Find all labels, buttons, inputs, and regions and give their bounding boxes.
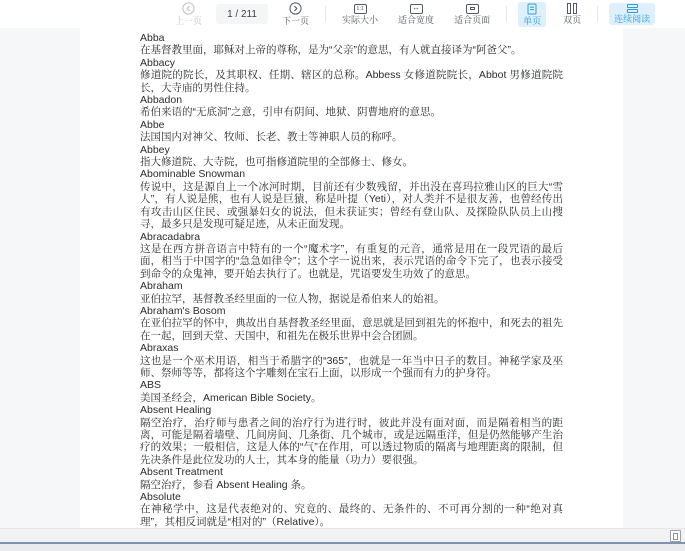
entry-term: ABS: [140, 379, 162, 392]
dictionary-entry: [140, 144, 563, 169]
entry-term: Abraham's Bosom: [140, 304, 226, 317]
document-scroll-area[interactable]: [0, 28, 685, 528]
double-page-button[interactable]: [558, 2, 586, 26]
prev-page-button[interactable]: [170, 1, 207, 27]
dictionary-entry: [140, 466, 563, 491]
actual-size-label: 实际大小: [342, 14, 379, 25]
dictionary-entry: [140, 342, 563, 379]
dictionary-entry: [140, 404, 563, 466]
prev-page-label: 上一页: [175, 16, 203, 26]
dictionary-entry: [140, 94, 563, 119]
entry-definition: 希伯来语的“无底洞”之意，引申有阴间、地狱、阴曹地府的意思。: [140, 106, 441, 119]
single-page-button[interactable]: [518, 2, 546, 27]
continuous-read-label: 连续阅读: [614, 14, 651, 24]
next-page-button[interactable]: [277, 1, 314, 27]
entry-definition: 这也是一个巫术用语，相当于希腊字的“365”，也就是一年当中日子的数目。神秘学家及巫师、祭师等等，都将这个字雕刻在宝石上面，以形成一个强而有力的护身符。: [140, 354, 563, 379]
page-indicator: 1 / 211: [227, 8, 257, 20]
dictionary-entry: [140, 280, 563, 305]
entry-term: Abominable Snowman: [140, 168, 246, 181]
entry-term: Absent Treatment: [140, 466, 223, 479]
entry-term: Abraxas: [140, 342, 179, 355]
fit-width-button[interactable]: [393, 3, 439, 26]
toolbar-separator: [325, 6, 326, 22]
dictionary-entry: [140, 57, 563, 94]
dictionary-entry: [140, 119, 563, 144]
fit-page-label: 适合页面: [454, 14, 491, 25]
dictionary-entry: [140, 32, 563, 57]
entry-term: Absent Healing: [140, 404, 212, 417]
entry-term: Abbadon: [140, 94, 183, 107]
entry-term: Abbey: [140, 143, 170, 156]
actual-size-button[interactable]: [337, 3, 383, 26]
next-page-label: 下一页: [282, 16, 310, 26]
single-page-label: 单页: [523, 15, 542, 26]
entry-term: Abraham: [140, 280, 183, 293]
fit-page-button[interactable]: [449, 3, 495, 26]
chevron-left-circle-icon: [182, 2, 195, 15]
dictionary-entries: [140, 32, 563, 528]
entry-definition: 亚伯拉罕，基督教圣经里面的一位人物，据说是希伯来人的始祖。: [140, 292, 445, 305]
entry-definition: 指大修道院、大寺院，也可指修道院里的全部修士、修女。: [140, 156, 413, 169]
toolbar-separator: [597, 6, 598, 22]
page-number-input[interactable]: [216, 4, 268, 24]
entry-definition: 法国国内对神父、牧师、长老、教士等神职人员的称呼。: [140, 131, 403, 144]
chevron-right-circle-icon: [289, 2, 302, 15]
fit-width-label: 适合宽度: [398, 14, 435, 25]
fit-page-icon: [466, 4, 479, 14]
actual-size-icon: 1:1: [354, 4, 367, 14]
entry-definition: 在基督教里面，耶稣对上帝的尊称，是为“父亲”的意思，有人就直接译为“阿爸父”。: [140, 44, 522, 57]
continuous-read-button[interactable]: [609, 3, 655, 25]
dictionary-entry: [140, 491, 563, 528]
pdf-page: [80, 28, 623, 528]
entry-term: Absolute: [140, 491, 181, 504]
double-page-label: 双页: [563, 15, 582, 25]
entry-term: Abbacy: [140, 56, 176, 69]
entry-definition: 隔空治疗，治疗师与患者之间的治疗行为进行时，彼此并没有面对面，而是隔着相当的距离，可能是隔着墙壁、几间房间、几条街、几个城市，或是远隔重洋，但是仍然能够产生治疗的效果；一般相信，这是人体的“气”在作用，可以透过物质的隔离与地理距离的限制，但先决条件是此位发功的人士，其本身的能量（功力）要很强。: [140, 416, 563, 466]
dictionary-entry: [140, 379, 563, 404]
toolbar-separator: [506, 6, 507, 22]
entry-term: Abba: [140, 32, 165, 44]
horizontal-scrollbar[interactable]: [0, 528, 685, 544]
dictionary-entry: [140, 305, 563, 342]
dictionary-entry: [140, 231, 563, 281]
entry-definition: 在亚伯拉罕的怀中，典故出自基督教圣经里面，意思就是回到祖先的怀抱中，和死去的祖先在一起，回到天堂、天国中，和祖先在极乐世界中会合团圆。: [140, 317, 563, 342]
entry-definition: 修道院的院长，及其职权、任期、辖区的总称。Abbess 女修道院院长，Abbot 男修道院院长，大寺庙的男性住持。: [140, 69, 563, 94]
continuous-read-icon: [627, 4, 638, 13]
single-page-icon: [526, 3, 538, 15]
entry-definition: 美国圣经会，American Bible Society。: [140, 391, 322, 404]
dictionary-entry: [140, 168, 563, 230]
entry-definition: 传说中，这是源自上一个冰河时期，目前还有少数残留，并出没在喜玛拉雅山区的巨大“雪人”，有人说是熊，也有人说是巨猿，称是叶提（Yeti），对人类并不是很友善，也曾经传出有攻击山区住民、或强暴妇女的说法，但未获证实；曾经有登山队、及探险队队员上山搜寻，最多只是发现可疑足迹，从未正面发现。: [140, 180, 563, 231]
entry-definition: 隔空治疗，参看 Absent Healing 条。: [140, 478, 312, 491]
entry-definition: 这是在西方拼音语言中特有的一个“魔术字”，有重复的元音，通常是用在一段咒语的最后面，相当于中国字的“急急如律令”；这个字一说出来，表示咒语的命令下完了，也表示接受到命令的众鬼神，要开始去执行了。也就是，咒语要发生功效了的意思。: [140, 242, 563, 280]
fit-width-icon: ↔: [410, 4, 423, 14]
double-page-icon: [567, 3, 577, 14]
toolbar: [0, 0, 685, 28]
page-thumbnail-icon[interactable]: [670, 530, 681, 542]
entry-definition: 在神秘学中，这是代表绝对的、究竟的、最终的、无条件的、不可再分割的一种“绝对真理”，其相反词就是“相对的”（Relative）。: [140, 503, 563, 528]
entry-term: Abbe: [140, 118, 165, 131]
entry-term: Abracadabra: [140, 230, 201, 243]
